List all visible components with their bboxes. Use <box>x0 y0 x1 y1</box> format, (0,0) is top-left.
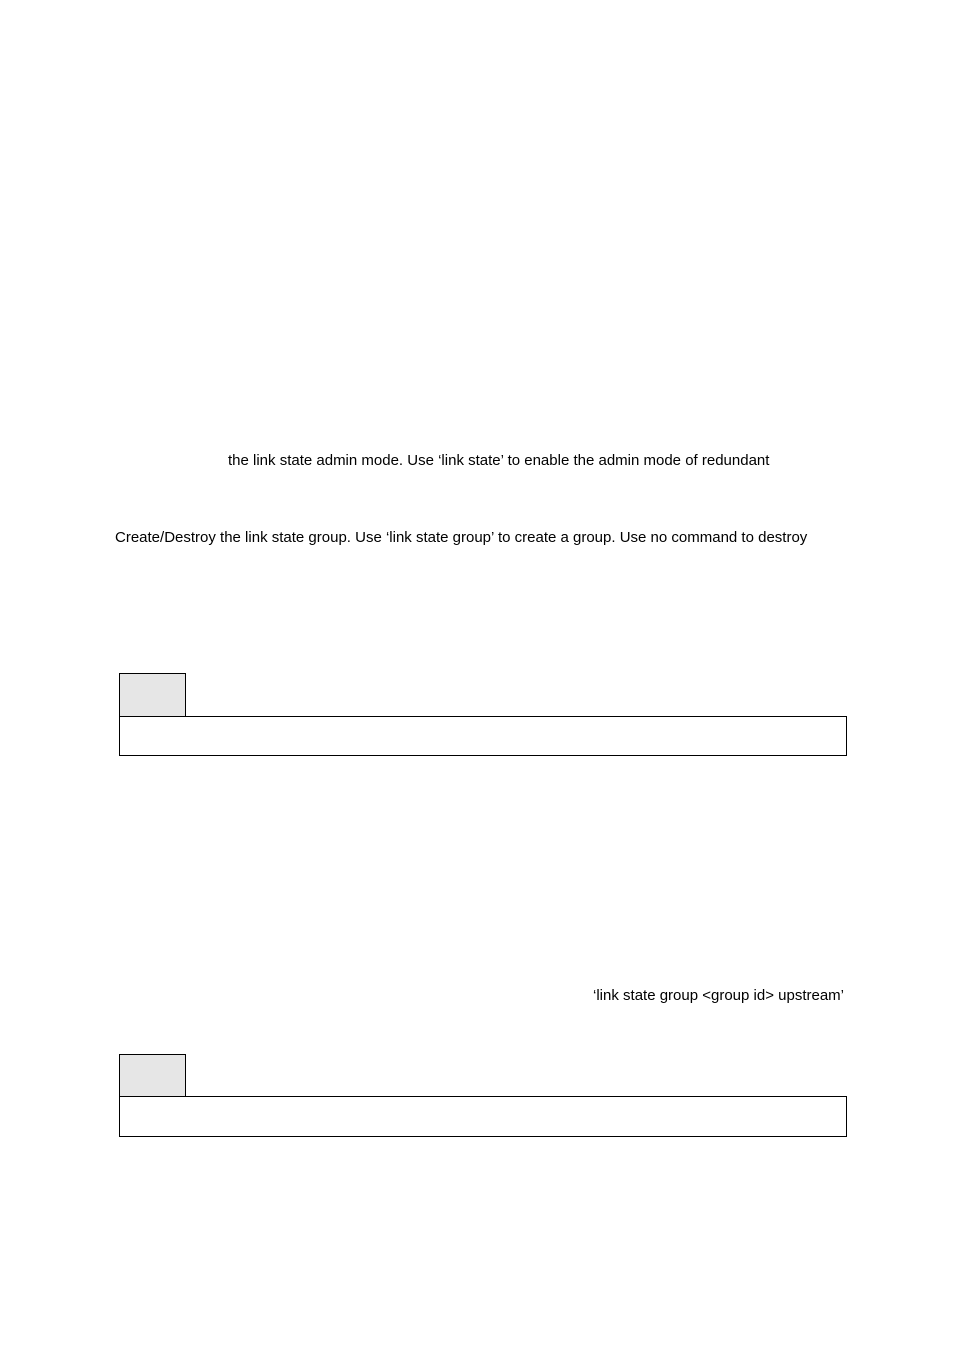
group-create-description: Create/Destroy the link state group. Use ‘link state group’ to create a group. Use no command to destroy <box>115 529 808 546</box>
example-header-tab-1 <box>119 673 186 717</box>
admin-mode-description: the link state admin mode. Use ‘link state’ to enable the admin mode of redundant <box>228 452 770 469</box>
example-box-1 <box>119 716 847 756</box>
example-header-tab-2 <box>119 1054 186 1097</box>
upstream-command-text: ‘link state group <group id> upstream’ <box>593 987 844 1004</box>
example-box-2 <box>119 1096 847 1137</box>
